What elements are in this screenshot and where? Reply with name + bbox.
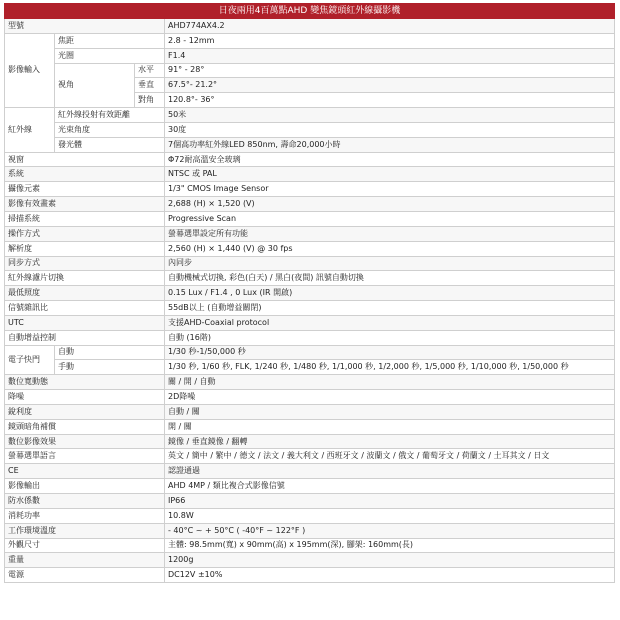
- row-label: 銳利度: [5, 404, 165, 419]
- row-label: 自動: [55, 345, 165, 360]
- row-label: 鏡頭暗角補償: [5, 419, 165, 434]
- row-value: 主體: 98.5mm(寬) x 90mm(高) x 195mm(深), 腳架: 160mm(長): [165, 538, 615, 553]
- row-value: 10.8W: [165, 508, 615, 523]
- row-label: 系統: [5, 167, 165, 182]
- row-label: 消耗功率: [5, 508, 165, 523]
- row-value: 支援AHD-Coaxial protocol: [165, 315, 615, 330]
- row-label: 水平: [135, 63, 165, 78]
- table-row: [5, 63, 615, 78]
- row-label: 視窗: [5, 152, 165, 167]
- row-label: UTC: [5, 315, 165, 330]
- row-label: 影像有效畫素: [5, 197, 165, 212]
- row-label: 垂直: [135, 78, 165, 93]
- row-label: 自動增益控制: [5, 330, 165, 345]
- table-row: [5, 122, 615, 137]
- row-value: 關 / 開 / 自動: [165, 375, 615, 390]
- row-value: IP66: [165, 494, 615, 509]
- group-label-angle: 視角: [55, 63, 135, 108]
- row-label: 重量: [5, 553, 165, 568]
- table-row: [5, 330, 615, 345]
- group-label-infrared: 紅外線: [5, 108, 55, 153]
- row-value: 螢幕選單設定所有功能: [165, 226, 615, 241]
- table-row: [5, 152, 615, 167]
- table-row: [5, 523, 615, 538]
- table-row: [5, 137, 615, 152]
- row-value: 50米: [165, 108, 615, 123]
- row-value: 2,688 (H) × 1,520 (V): [165, 197, 615, 212]
- table-row: [5, 197, 615, 212]
- table-row: [5, 568, 615, 583]
- table-row: [5, 538, 615, 553]
- row-value: 認證通過: [165, 464, 615, 479]
- row-value: 1/3" CMOS Image Sensor: [165, 182, 615, 197]
- row-value: - 40°C ~ + 50°C ( -40°F ~ 122°F ): [165, 523, 615, 538]
- row-value: Progressive Scan: [165, 211, 615, 226]
- row-value: 開 / 關: [165, 419, 615, 434]
- spec-table: [4, 3, 615, 583]
- table-row: [5, 226, 615, 241]
- table-row: [5, 360, 615, 375]
- table-row: [5, 19, 615, 34]
- row-label: 攝像元素: [5, 182, 165, 197]
- row-value: DC12V ±10%: [165, 568, 615, 583]
- group-label-shutter: 電子快門: [5, 345, 55, 375]
- row-label: 光圈: [55, 48, 165, 63]
- row-value: 自動機械式切換, 彩色(白天) / 黑白(夜間) 訊號自動切換: [165, 271, 615, 286]
- row-label: 電源: [5, 568, 165, 583]
- table-row: [5, 464, 615, 479]
- row-value: F1.4: [165, 48, 615, 63]
- row-value: 2.8 - 12mm: [165, 33, 615, 48]
- row-value: 55dB以上 (自動增益關閉): [165, 301, 615, 316]
- row-value: 自動 (16階): [165, 330, 615, 345]
- row-value: 67.5°- 21.2°: [165, 78, 615, 93]
- table-row: [5, 33, 615, 48]
- row-value: 2D降噪: [165, 390, 615, 405]
- row-label: 螢幕選單語言: [5, 449, 165, 464]
- row-value: 120.8°- 36°: [165, 93, 615, 108]
- row-value: 1200g: [165, 553, 615, 568]
- table-row: [5, 390, 615, 405]
- table-row: [5, 404, 615, 419]
- row-value: 1/30 秒, 1/60 秒, FLK, 1/240 秒, 1/480 秒, 1/1,000 秒, 1/2,000 秒, 1/5,000 秒, 1/10,000 秒, 1/50,000 秒: [165, 360, 615, 375]
- table-row: [5, 434, 615, 449]
- row-value: NTSC 或 PAL: [165, 167, 615, 182]
- row-label: 解析度: [5, 241, 165, 256]
- table-row: [5, 315, 615, 330]
- table-row: [5, 182, 615, 197]
- row-label: 同步方式: [5, 256, 165, 271]
- row-label: 掃描系統: [5, 211, 165, 226]
- row-label: 紅外線濾片切換: [5, 271, 165, 286]
- table-title: 日夜兩用4百萬點AHD 變焦鏡頭紅外線攝影機: [5, 4, 615, 19]
- row-label: 外觀尺寸: [5, 538, 165, 553]
- spec-sheet: [4, 3, 614, 583]
- row-value: 英文 / 簡中 / 繁中 / 德文 / 法文 / 義大利文 / 西班牙文 / 波蘭文 / 俄文 / 葡萄牙文 / 荷蘭文 / 土耳其文 / 日文: [165, 449, 615, 464]
- row-label: CE: [5, 464, 165, 479]
- table-row: [5, 449, 615, 464]
- row-label: 數位寬動態: [5, 375, 165, 390]
- row-value: 30度: [165, 122, 615, 137]
- row-label: 降噪: [5, 390, 165, 405]
- table-row: [5, 301, 615, 316]
- table-row: [5, 211, 615, 226]
- row-label: 手動: [55, 360, 165, 375]
- title-row: [5, 4, 615, 19]
- table-row: [5, 345, 615, 360]
- row-value: 自動 / 關: [165, 404, 615, 419]
- row-value: 91° - 28°: [165, 63, 615, 78]
- row-label: 最低照度: [5, 286, 165, 301]
- table-row: [5, 479, 615, 494]
- group-label-video-input: 影像輸入: [5, 33, 55, 107]
- row-label: 紅外線投射有效距離: [55, 108, 165, 123]
- row-label: 發光體: [55, 137, 165, 152]
- row-label: 工作環境溫度: [5, 523, 165, 538]
- table-row: [5, 494, 615, 509]
- table-row: [5, 508, 615, 523]
- table-row: [5, 256, 615, 271]
- table-row: [5, 271, 615, 286]
- row-value: AHD774AX4.2: [165, 19, 615, 34]
- row-value: 2,560 (H) × 1,440 (V) @ 30 fps: [165, 241, 615, 256]
- row-label: 操作方式: [5, 226, 165, 241]
- row-value: 內同步: [165, 256, 615, 271]
- row-label: 光束角度: [55, 122, 165, 137]
- table-row: [5, 108, 615, 123]
- table-row: [5, 48, 615, 63]
- row-label: 型號: [5, 19, 165, 34]
- row-label: 防水係數: [5, 494, 165, 509]
- table-row: [5, 419, 615, 434]
- table-row: [5, 375, 615, 390]
- table-row: [5, 241, 615, 256]
- row-value: AHD 4MP / 類比複合式影像信號: [165, 479, 615, 494]
- row-label: 焦距: [55, 33, 165, 48]
- row-value: 鏡像 / 垂直鏡像 / 翻轉: [165, 434, 615, 449]
- row-label: 對角: [135, 93, 165, 108]
- row-value: 1/30 秒-1/50,000 秒: [165, 345, 615, 360]
- row-label: 數位影像效果: [5, 434, 165, 449]
- row-value: Φ72耐高溫安全玻璃: [165, 152, 615, 167]
- row-label: 影像輸出: [5, 479, 165, 494]
- table-row: [5, 553, 615, 568]
- table-row: [5, 286, 615, 301]
- row-value: 7個高功率紅外線LED 850nm, 壽命20,000小時: [165, 137, 615, 152]
- row-value: 0.15 Lux / F1.4 , 0 Lux (IR 開啟): [165, 286, 615, 301]
- table-row: [5, 167, 615, 182]
- row-label: 信號雜訊比: [5, 301, 165, 316]
